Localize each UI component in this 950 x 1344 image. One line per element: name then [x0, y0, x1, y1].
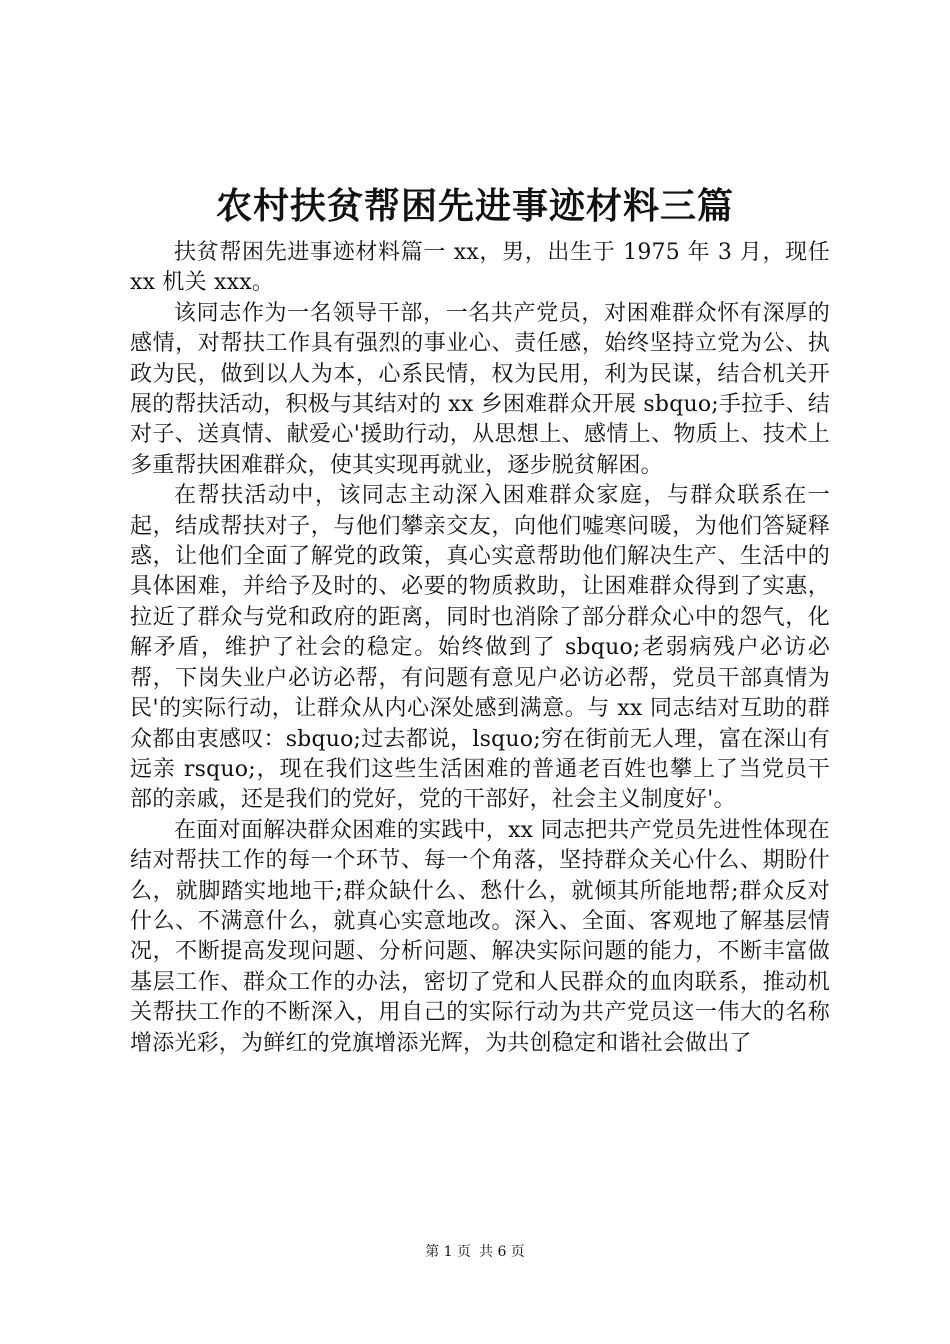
document-title: 农村扶贫帮困先进事迹材料三篇 — [215, 185, 734, 227]
page-number: 第 1 页 — [425, 1244, 471, 1260]
paragraph: 扶贫帮困先进事迹材料篇一 xx，男，出生于 1975 年 3 月，现任 xx 机关 xxx。 — [130, 240, 830, 296]
paragraph: 该同志作为一名领导干部，一名共产党员，对困难群众怀有深厚的感情，对帮扶工作具有强烈的事业心、责任感，始终坚持立党为公、执政为民，做到以人为本，心系民情，权为民用，利为民谋，结合机关开展的帮扶活动，积极与其结对的 xx 乡困难群众开展 sbquo;手拉手、结对子、送真情、献爱心'援助行动，从思想上、感情上、物质上、技术上多重帮扶困难群众，使其实现再就业，逐步脱贫解困。 — [130, 300, 830, 478]
paragraph: 在面对面解决群众困难的实践中，xx 同志把共产党员先进性体现在结对帮扶工作的每一个环节、每一个角落，坚持群众关心什么、期盼什么，就脚踏实地地干;群众缺什么、愁什么，就倾其所能地帮;群众反对什么、不满意什么，就真心实意地改。深入、全面、客观地了解基层情况，不断提高发现问题、分析问题、解决实际问题的能力，不断丰富做基层工作、群众工作的办法，密切了党和人民群众的血肉联系，推动机关帮扶工作的不断深入，用自己的实际行动为共产党员这一伟大的名称增添光彩，为鲜红的党旗增添光辉，为共创稳定和谐社会做出了 — [130, 817, 830, 1056]
document-body — [130, 238, 830, 1059]
page-total: 共 6 页 — [479, 1244, 525, 1260]
paragraph: 在帮扶活动中，该同志主动深入困难群众家庭，与群众联系在一起，结成帮扶对子，与他们攀亲交友，向他们嘘寒问暖，为他们答疑释惑，让他们全面了解党的政策，真心实意帮助他们解决生产、生活中的具体困难，并给予及时的、必要的物质救助，让困难群众得到了实惠，拉近了群众与党和政府的距离，同时也消除了部分群众心中的怨气，化解矛盾，维护了社会的稳定。始终做到了 sbquo;老弱病残户必访必帮，下岗失业户必访必帮，有问题有意见户必访必帮，党员干部真情为民'的实际行动，让群众从内心深处感到满意。与 xx 同志结对互助的群众都由衷感叹：sbquo;过去都说，lsquo;穷在街前无人理，富在深山有远亲 rsquo;，现在我们这些生活困难的普通老百姓也攀上了当党员干部的亲戚，还是我们的党好，党的干部好，社会主义制度好'。 — [130, 483, 830, 813]
page-footer — [0, 1242, 950, 1262]
